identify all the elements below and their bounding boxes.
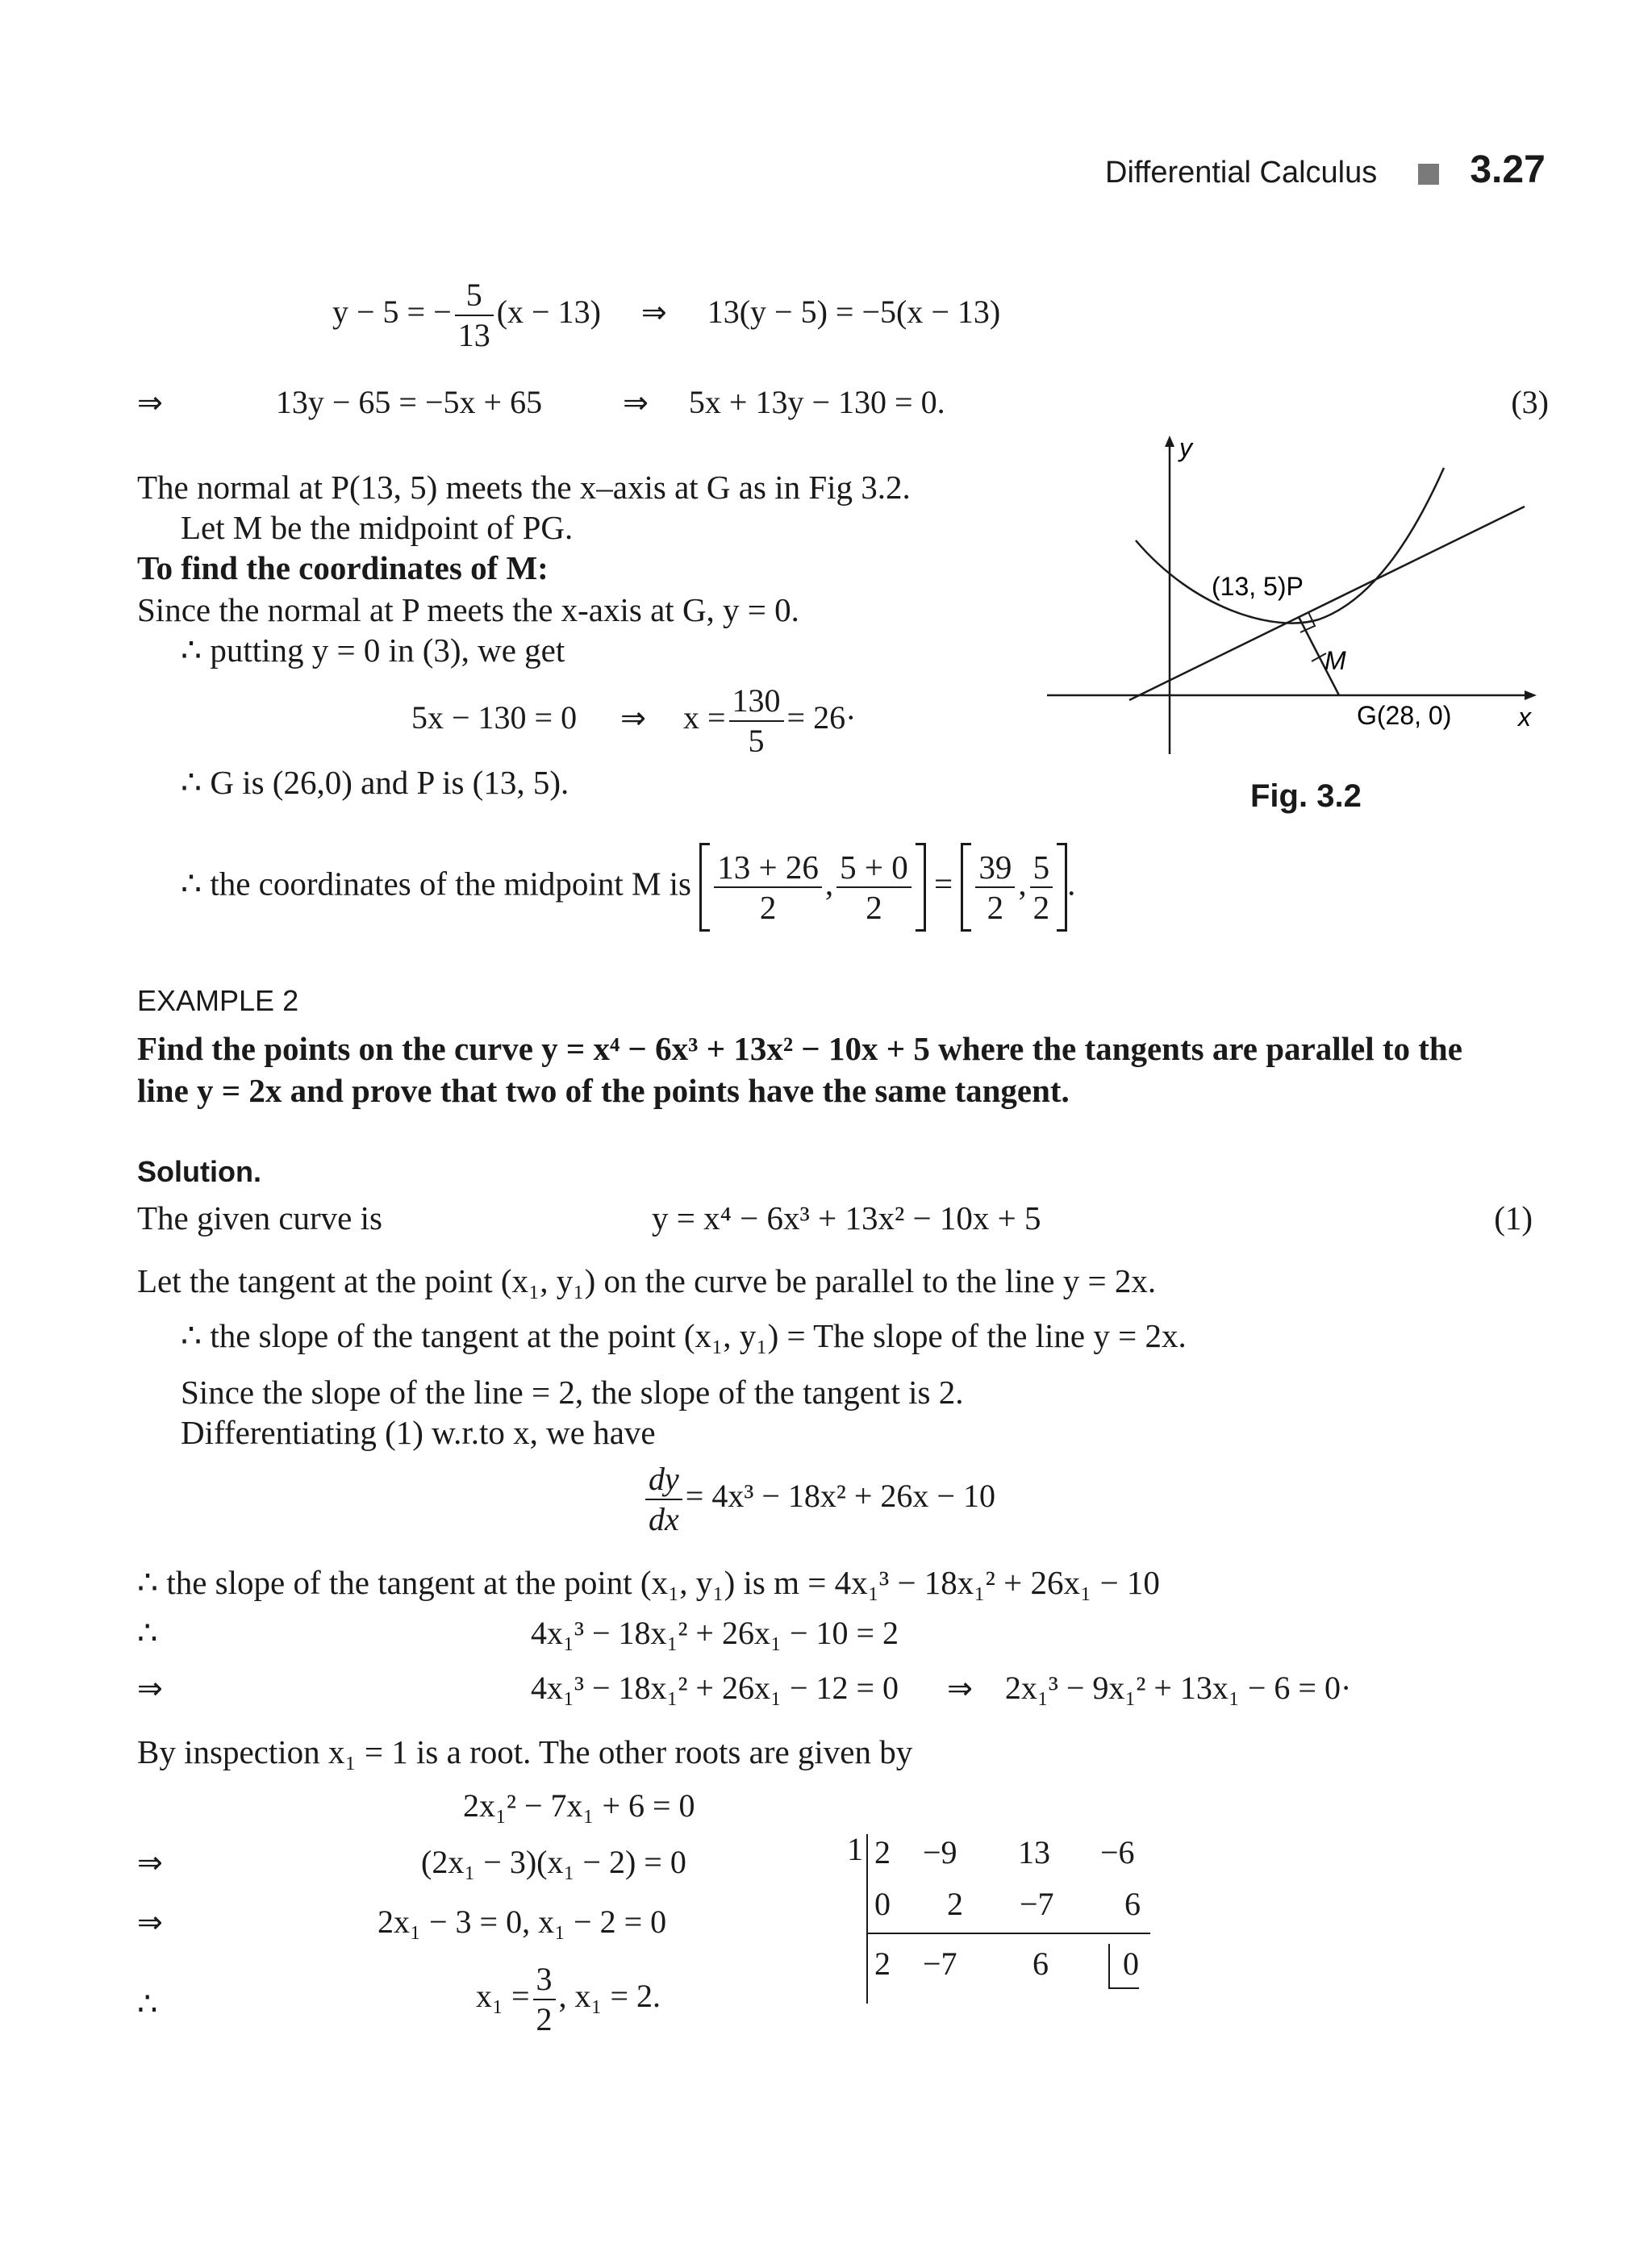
- para-g-and-p: ∴ G is (26,0) and P is (13, 5).: [181, 764, 569, 801]
- eq1-frac-num: 5: [455, 276, 494, 316]
- para-putting-y: ∴ putting y = 0 in (3), we get: [181, 632, 565, 669]
- therefore-symbol: ∴: [137, 1615, 158, 1651]
- fig-m-label: M: [1325, 646, 1346, 675]
- derivative-rhs: = 4x³ − 18x² + 26x − 10: [685, 1478, 995, 1515]
- solution-line-factored: [137, 1842, 782, 1883]
- slope-equals-2: 4x₁³ − 18x₁² + 26x₁ − 10 = 2: [531, 1615, 899, 1651]
- equation-number: (1): [1494, 1199, 1533, 1236]
- final-x: x₁ =: [476, 1978, 530, 2015]
- figure-caption: Fig. 3.2: [1250, 778, 1362, 814]
- divisor: 1: [847, 1831, 863, 1867]
- cell: 6: [1124, 1886, 1141, 1922]
- cell: −9: [923, 1834, 957, 1870]
- solution-line-implies-cubic: [137, 1668, 1428, 1708]
- equation-line-2: [137, 382, 1549, 423]
- remainder: 0: [1123, 1945, 1139, 1982]
- implies-arrow: ⇒: [137, 385, 163, 420]
- fig-g-label: G(28, 0): [1357, 701, 1452, 730]
- solve-left: 5x − 130 = 0: [411, 699, 578, 736]
- midpoint-bracket-1: $\frac{13 + 26}{2}$ , $\frac{5 + 0}{2}$: [699, 843, 926, 932]
- eq1-frac-den: 13: [457, 317, 490, 353]
- cell: 2: [947, 1886, 963, 1922]
- implies-arrow: ⇒: [137, 1904, 163, 1940]
- solution-slope-m: ∴ the slope of the tangent at the point (x₁, y₁) is m = 4x₁³ − 18x₁² + 26x₁ − 10: [137, 1564, 1160, 1601]
- mid-a-num: 13 + 26: [714, 848, 822, 888]
- cell: −6: [1100, 1834, 1135, 1870]
- mid-frac-c: [975, 848, 1015, 927]
- division-rule: [868, 1933, 1150, 1934]
- solution-line-therefore: [137, 1613, 1347, 1653]
- mid-frac-d: [1030, 848, 1053, 927]
- quadratic-eq: 2x₁² − 7x₁ + 6 = 0: [463, 1787, 695, 1824]
- dy-dx-fraction: [645, 1460, 682, 1539]
- fig-x-label: x: [1518, 703, 1531, 732]
- implies-arrow: ⇒: [620, 700, 646, 736]
- remainder-box: [1108, 1944, 1139, 1989]
- roots-eq: 2x₁ − 3 = 0, x₁ − 2 = 0: [378, 1904, 667, 1940]
- example-heading: EXAMPLE 2: [137, 984, 299, 1017]
- dx: dx: [649, 1501, 679, 1537]
- cell: 13: [1018, 1834, 1050, 1870]
- y-axis-arrowhead: [1165, 436, 1174, 447]
- eq2-right: 5x + 13y − 130 = 0.: [688, 384, 945, 420]
- eq1-mid: (x − 13): [496, 294, 601, 331]
- given-curve-eq: y = x⁴ − 6x³ + 13x² − 10x + 5: [652, 1199, 1041, 1236]
- solution-slope-is-2: Since the slope of the line = 2, the slope of the tangent is 2.: [181, 1374, 964, 1411]
- mid-b-den: 2: [866, 889, 882, 926]
- implies-arrow: ⇒: [137, 1845, 163, 1880]
- solution-heading: Solution.: [137, 1155, 261, 1188]
- final-num: 3: [533, 1960, 556, 2000]
- mid-frac-a: [714, 848, 822, 927]
- equation-line-1: [332, 276, 1000, 355]
- para-normal-meets: The normal at P(13, 5) meets the x–axis at G as in Fig 3.2.: [137, 469, 911, 506]
- solve-result: = 26·: [786, 699, 857, 736]
- equation-number: (3): [1511, 384, 1549, 420]
- division-vertical-bar: [866, 1834, 868, 2004]
- synthetic-division: [847, 1829, 1153, 2015]
- solution-differentiating: Differentiating (1) w.r.to x, we have: [181, 1414, 656, 1451]
- dy: dy: [645, 1460, 682, 1500]
- implies-arrow: ⇒: [137, 1670, 163, 1706]
- mid-equals: =: [934, 865, 953, 903]
- cell: −7: [1020, 1886, 1054, 1922]
- factored-eq: (2x₁ − 3)(x₁ − 2) = 0: [421, 1844, 686, 1880]
- solution-line-curve: [137, 1197, 1533, 1239]
- cubic-group: [531, 1668, 1351, 1708]
- final-roots: [476, 1960, 661, 2039]
- mid-a-den: 2: [759, 889, 777, 926]
- para-since-normal: Since the normal at P meets the x-axis at G, y = 0.: [137, 591, 799, 628]
- eq1-left: y − 5 = −: [332, 294, 452, 331]
- solve-den: 5: [748, 723, 765, 759]
- para-let-m: Let M be the midpoint of PG.: [181, 509, 574, 546]
- fig-p-label: (13, 5)P: [1212, 572, 1304, 601]
- section-title: Differential Calculus: [1105, 156, 1378, 190]
- cell: 2: [874, 1945, 891, 1982]
- eq1-right: 13(y − 5) = −5(x − 13): [707, 294, 1001, 331]
- final-fraction: [533, 1960, 556, 2039]
- therefore-symbol: ∴: [137, 1986, 158, 2022]
- header-square: [1418, 164, 1439, 185]
- midpoint-line: ∴ the coordinates of the midpoint M is $\frac{13 + 26}{2}$ , $\frac{5 + 0}{2}$ = $\frac{39}{2}$ , $\frac{5}{2}$ .: [181, 843, 1075, 932]
- solve-fraction: [729, 682, 784, 761]
- cubic-eq: 4x₁³ − 18x₁² + 26x₁ − 12 = 0: [531, 1670, 899, 1706]
- derivative-eq: [642, 1460, 995, 1539]
- example-question-line-2: line y = 2x and prove that two of the points have the same tangent.: [137, 1072, 1070, 1109]
- cell: −7: [923, 1945, 957, 1982]
- mid-frac-b: [836, 848, 912, 927]
- solution-line-roots: [137, 1902, 782, 1942]
- equation-solve-x: [411, 682, 856, 761]
- mid-d-num: 5: [1030, 848, 1053, 888]
- running-header: [1105, 150, 1546, 193]
- final-rest: , x₁ = 2.: [558, 1978, 661, 2015]
- solve-x: x =: [682, 699, 726, 736]
- final-den: 2: [536, 2001, 553, 2037]
- mid-c-den: 2: [987, 889, 1004, 926]
- cell: 0: [874, 1886, 891, 1922]
- fig-y-label: y: [1179, 436, 1192, 462]
- implies-arrow: ⇒: [623, 385, 649, 420]
- page-number: 3.27: [1470, 148, 1546, 191]
- solution-by-inspection: By inspection x₁ = 1 is a root. The other roots are given by: [137, 1733, 913, 1770]
- given-curve-label: The given curve is: [137, 1199, 382, 1236]
- midpoint-bracket-2: $\frac{39}{2}$ , $\frac{5}{2}$: [961, 843, 1067, 932]
- solution-line-final: [137, 1961, 782, 2037]
- figure-3-2: [1041, 436, 1557, 758]
- subheading-find-m: To find the coordinates of M:: [137, 549, 549, 586]
- cubic-simplified: 2x₁³ − 9x₁² + 13x₁ − 6 = 0·: [1004, 1670, 1352, 1706]
- example-question-line-1: Find the points on the curve y = x⁴ − 6x³ + 13x² − 10x + 5 where the tangents are parallel to the: [137, 1030, 1462, 1067]
- implies-arrow: ⇒: [947, 1670, 973, 1706]
- mid-d-den: 2: [1032, 889, 1050, 926]
- solution-tangent-parallel: Let the tangent at the point (x₁, y₁) on the curve be parallel to the line y = 2x.: [137, 1262, 1157, 1299]
- cell: 2: [874, 1834, 891, 1870]
- solution-slope-equal: ∴ the slope of the tangent at the point (x₁, y₁) = The slope of the line y = 2x.: [181, 1317, 1187, 1354]
- eq2-left: 13y − 65 = −5x + 65: [275, 384, 543, 420]
- cell: 6: [1032, 1945, 1049, 1982]
- x-axis-arrowhead: [1525, 690, 1537, 700]
- midpoint-text: ∴ the coordinates of the midpoint M is: [181, 865, 692, 903]
- solve-num: 130: [729, 682, 784, 722]
- mid-b-num: 5 + 0: [836, 848, 912, 888]
- eq1-fraction: [455, 276, 494, 355]
- implies-arrow: ⇒: [640, 294, 667, 331]
- mid-c-num: 39: [975, 848, 1015, 888]
